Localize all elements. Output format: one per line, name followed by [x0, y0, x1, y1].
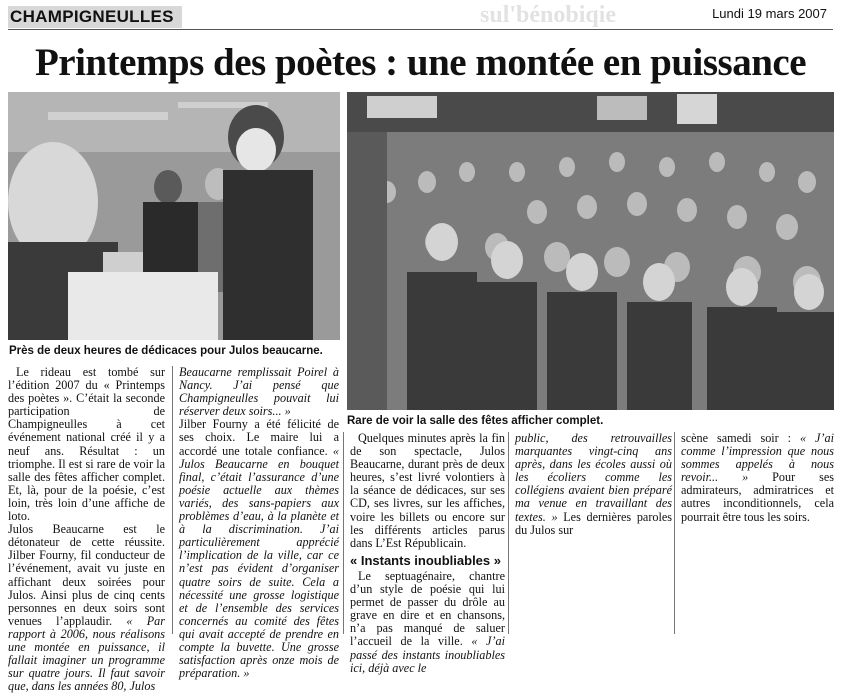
photo-left-caption: Près de deux heures de dédicaces pour Julos beaucarne. — [9, 345, 323, 357]
issue-date: Lundi 19 mars 2007 — [712, 6, 827, 21]
section-rubric: CHAMPIGNEULLES — [8, 6, 182, 28]
article-column-4 — [508, 432, 672, 634]
paragraph: Le rideau est tombé sur l’édition 2007 du « Printemps des poètes ». C’était la seconde participation de Champigneulles à cet événement national créé il y a neuf ans. Résultat : un triomphe. Il est si rare de voir la salle des fêtes afficher complet. Et, là, pour de la poésie, c’est loin, très loin d’une affiche de loto. — [8, 365, 165, 524]
paragraph: Julos Beaucarne est le détonateur de cette réussite. Jilber Fourny, fil conducteur de l’événement, avait vu juste en affichant deux soirées pour Julos. Ainsi plus de cinq cents personnes en deux soirs sont venues l’applaudir. « Par rapport à 2006, nous réalisons une montée en puissance, il fallait imaginer un programme sur quatre jours. Il faut savoir que, dans les années 80, Julos — [8, 522, 165, 693]
header-rule — [8, 29, 833, 30]
headline: Printemps des poètes : une montée en puissance — [34, 41, 807, 84]
article-column-3 — [343, 431, 505, 675]
paragraph: Jilber Fourny a été félicité de ses choix. Le maire lui a accordé une totale confiance. « Julos Beaucarne en bouquet final, c’était l’assurance d’une poésie actuelle aux thèmes variés, des sans-papiers aux problèmes d’eau, à la planète et à la discrimination. J’ai particulièrement apprécié l’implication de la ville, car ce n’est pas évident d’organiser quatre soirs de suite. Cela a nécessité une grosse logistique et de l’ensemble des services concernés au comité des fêtes qui avait accepté de prendre en compte la buvette. Une grosse satisfaction après onze mois de préparation. » — [179, 417, 339, 681]
photo-right-caption: Rare de voir la salle des fêtes afficher complet. — [347, 415, 604, 427]
paragraph: Quelques minutes après la fin de son spectacle, Julos Beaucarne, durant près de deux heures, s’est livré volontiers à la séance de dédicaces, sur ses CD, ses livres, sur les affiches, voire les billets ou encore sur les différents articles parus dans L’Est Républicain. — [350, 431, 505, 550]
photo-signing-image — [8, 92, 340, 340]
faded-background-text: sul'bénobiqie — [480, 2, 617, 28]
article-column-5 — [674, 432, 834, 634]
subheading: « Instants inoubliables » — [350, 552, 501, 568]
article-column-2 — [172, 365, 339, 681]
article-column-1 — [8, 366, 165, 693]
photo-signing-session — [8, 92, 340, 340]
paragraph: Le septuagénaire, chantre d’un style de poésie qui lui permet de passer du drôle au grave en dire et en chansons, n’a pas manqué de saluer l’accueil de la ville. « J’ai passé des instants inoubliables ici, déjà avec le — [350, 568, 505, 675]
paragraph: scène samedi soir : « J’ai comme l’impression que nous sommes appelés à nous revoir... » Pour ses admirateurs, admiratrices et autres inconditionnels, cela pourrait être tous les soirs. — [681, 431, 834, 524]
photo-audience-image — [347, 92, 834, 410]
photo-full-hall — [347, 92, 834, 410]
paragraph: Beaucarne remplissait Poirel à Nancy. J’ai pensé que Champigneulles pouvait lui réserver deux soirs... » — [179, 365, 339, 419]
paragraph: public, des retrouvailles marquantes vingt-cinq ans après, dans les écoles aussi où les écoliers comme les collégiens avaient bien préparé ma venue en travaillant des textes. » Les dernières paroles du Julos sur — [515, 431, 673, 537]
